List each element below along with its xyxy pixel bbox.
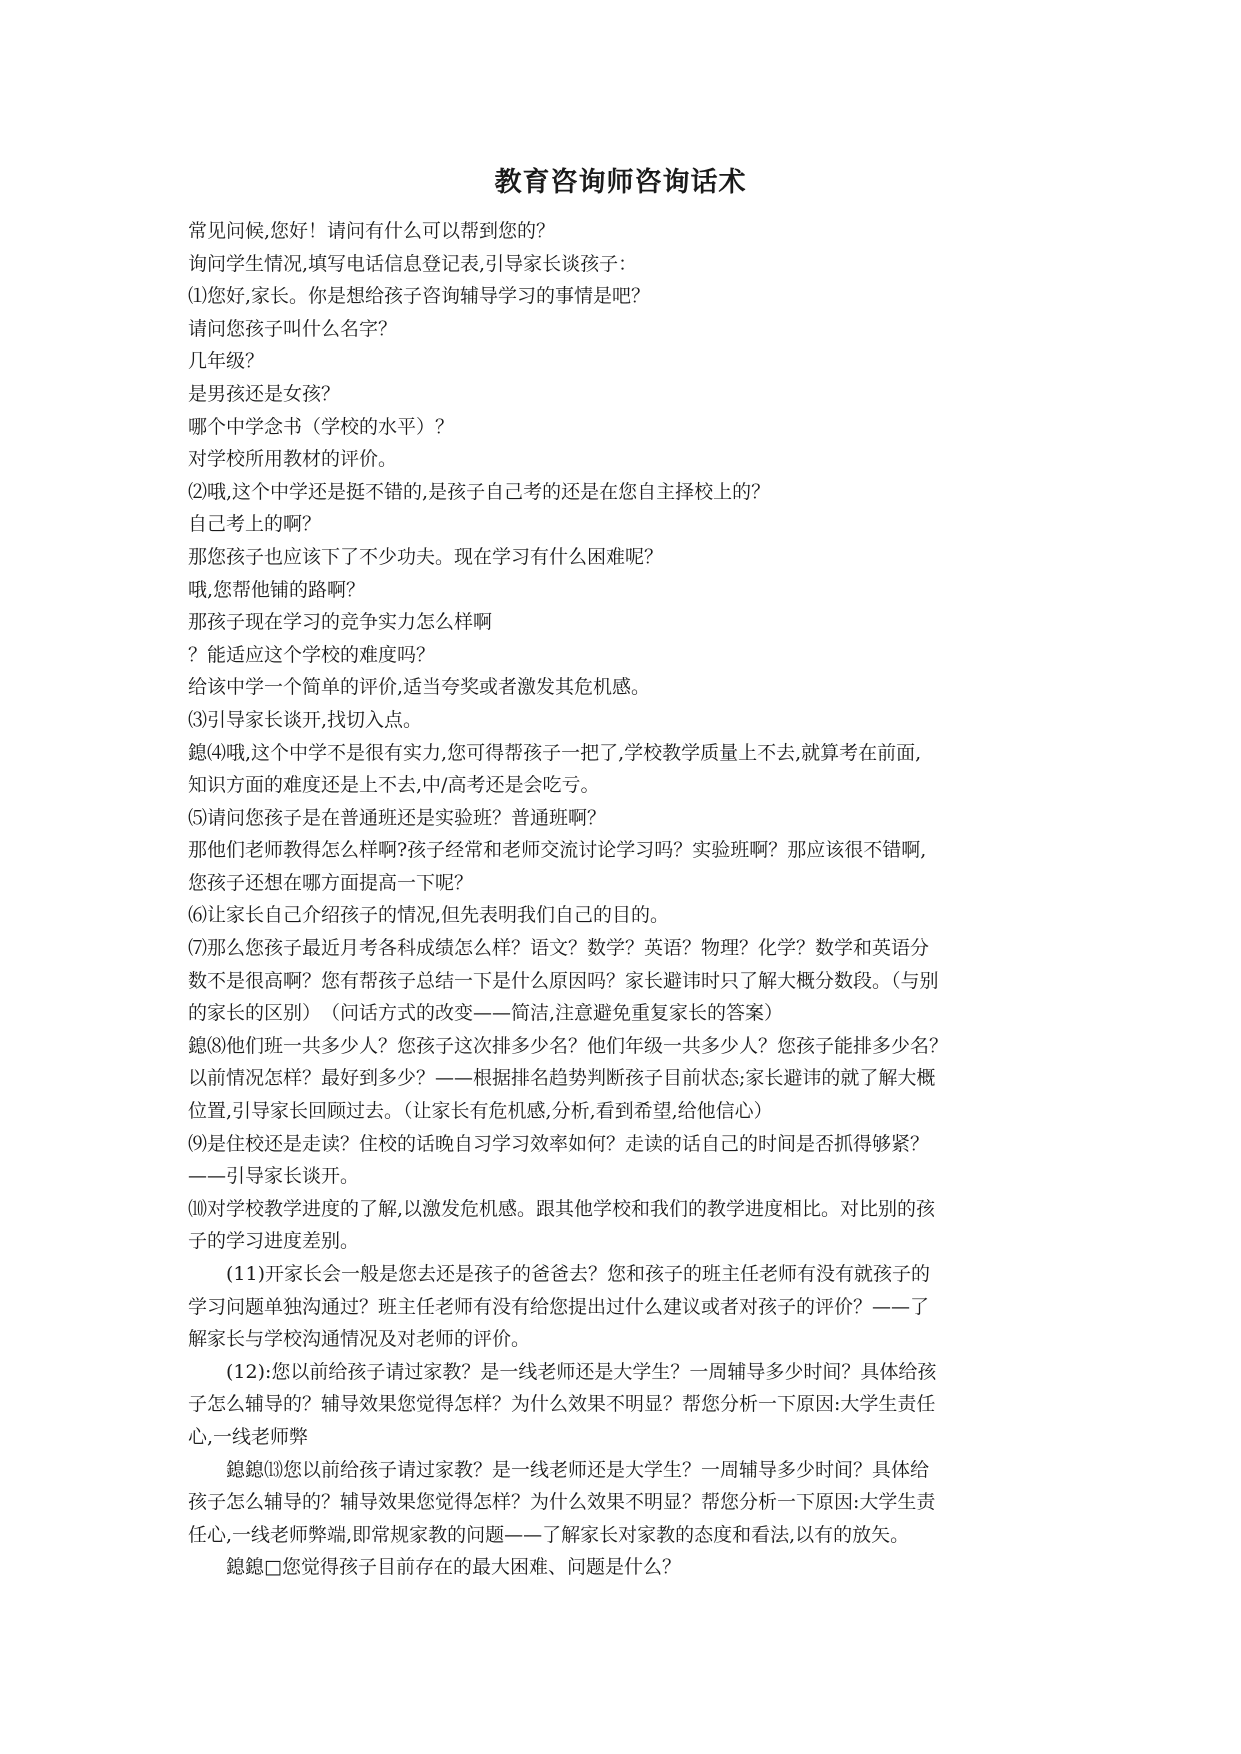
text-line: 学习问题单独沟通过？班主任老师有没有给您提出过什么建议或者对孩子的评价？——了 [188,1295,930,1318]
text-line: 解家长与学校沟通情况及对老师的评价。 [188,1328,531,1351]
text-line: 孩子怎么辅导的？辅导效果您觉得怎样？为什么效果不明显？帮您分析一下原因:大学生责 [188,1491,936,1514]
text-line: ⑹让家长自己介绍孩子的情况,但先表明我们自己的目的。 [188,904,670,927]
text-line: 自己考上的啊？ [188,513,322,536]
text-line: 您孩子还想在哪方面提高一下呢？ [188,871,474,894]
text-line: 子怎么辅导的？辅导效果您觉得怎样？为什么效果不明显？帮您分析一下原因:大学生责任 [188,1393,936,1416]
text-line: ⑴您好,家长。你是想给孩子咨询辅导学习的事情是吧？ [188,285,651,308]
text-line: ⑸请问您孩子是在普通班还是实验班？普通班啊？ [188,806,607,829]
text-line: ⑶引导家长谈开,找切入点。 [188,708,423,731]
text-line: 哦,您帮他铺的路啊？ [188,578,366,601]
text-line: 请问您孩子叫什么名字？ [188,317,398,340]
text-line: 那他们老师教得怎么样啊?孩子经常和老师交流讨论学习吗？实验班啊？那应该很不错啊, [188,839,927,862]
text-line: 位置,引导家长回顾过去。（让家长有危机感,分析,看到希望,给他信心） [188,1100,773,1123]
text-line: ⑼是住校还是走读？住校的话晚自习学习效率如何？走读的话自己的时间是否抓得够紧？ [188,1132,930,1155]
text-line: 心,一线老师弊 [188,1425,309,1448]
text-line: ？能适应这个学校的难度吗？ [188,643,436,666]
text-line: 鎴鎴⒀您以前给孩子请过家教？是一线老师还是大学生？一周辅导多少时间？具体给 [226,1458,930,1481]
text-line: 以前情况怎样？最好到多少？——根据排名趋势判断孩子目前状态;家长避讳的就了解大概 [188,1067,936,1090]
text-line: 子的学习进度差别。 [188,1230,360,1253]
text-line: 是男孩还是女孩？ [188,382,341,405]
text-line: (12):您以前给孩子请过家教？是一线老师还是大学生？一周辅导多少时间？具体给孩 [226,1360,937,1383]
text-line: 鎴⑻他们班一共多少人？您孩子这次排多少名？他们年级一共多少人？您孩子能排多少名？ [188,1034,949,1057]
text-line: 的家长的区别） （问话方式的改变——简洁,注意避免重复家长的答案） [188,1002,784,1025]
text-line: 那您孩子也应该下了不少功夫。现在学习有什么困难呢？ [188,545,664,568]
document-body [188,215,1113,1584]
text-line: 询问学生情况,填写电话信息登记表,引导家长谈孩子： [188,252,638,275]
document-title: 教育咨询师咨询话术 [494,167,747,198]
text-line: 鎴鎴□您觉得孩子目前存在的最大困难、问题是什么？ [226,1556,681,1579]
text-line: ⑺那么您孩子最近月考各科成绩怎么样？语文？数学？英语？物理？化学？数学和英语分 [188,937,930,960]
text-line: 那孩子现在学习的竞争实力怎么样啊 [188,611,493,634]
text-line: (11)开家长会一般是您去还是孩子的爸爸去？您和孩子的班主任老师有没有就孩子的 [226,1263,931,1285]
text-line: ⑵哦,这个中学还是挺不错的,是孩子自己考的还是在您自主择校上的？ [188,480,771,503]
text-line: 哪个中学念书（学校的水平）？ [188,415,455,438]
text-line: ——引导家长谈开。 [188,1165,360,1188]
text-line: 几年级？ [188,350,265,373]
text-line: 常见问候,您好！请问有什么可以帮到您的？ [188,220,556,242]
text-line: 知识方面的难度还是上不去,中/高考还是会吃亏。 [188,774,600,797]
text-line: 鎴⑷哦,这个中学不是很有实力,您可得帮孩子一把了,学校教学质量上不去,就算考在前面, [188,741,922,764]
text-line: 对学校所用教材的评价。 [188,448,398,471]
text-line: 数不是很高啊？您有帮孩子总结一下是什么原因吗？家长避讳时只了解大概分数段。（与别 [188,969,939,992]
text-line: 给该中学一个简单的评价,适当夸奖或者激发其危机感。 [188,676,651,699]
text-line: ⑽对学校教学进度的了解,以激发危机感。跟其他学校和我们的教学进度相比。对比别的孩 [188,1197,936,1220]
text-line: 任心,一线老师弊端,即常规家教的问题——了解家长对家教的态度和看法,以有的放矢。 [188,1523,910,1546]
